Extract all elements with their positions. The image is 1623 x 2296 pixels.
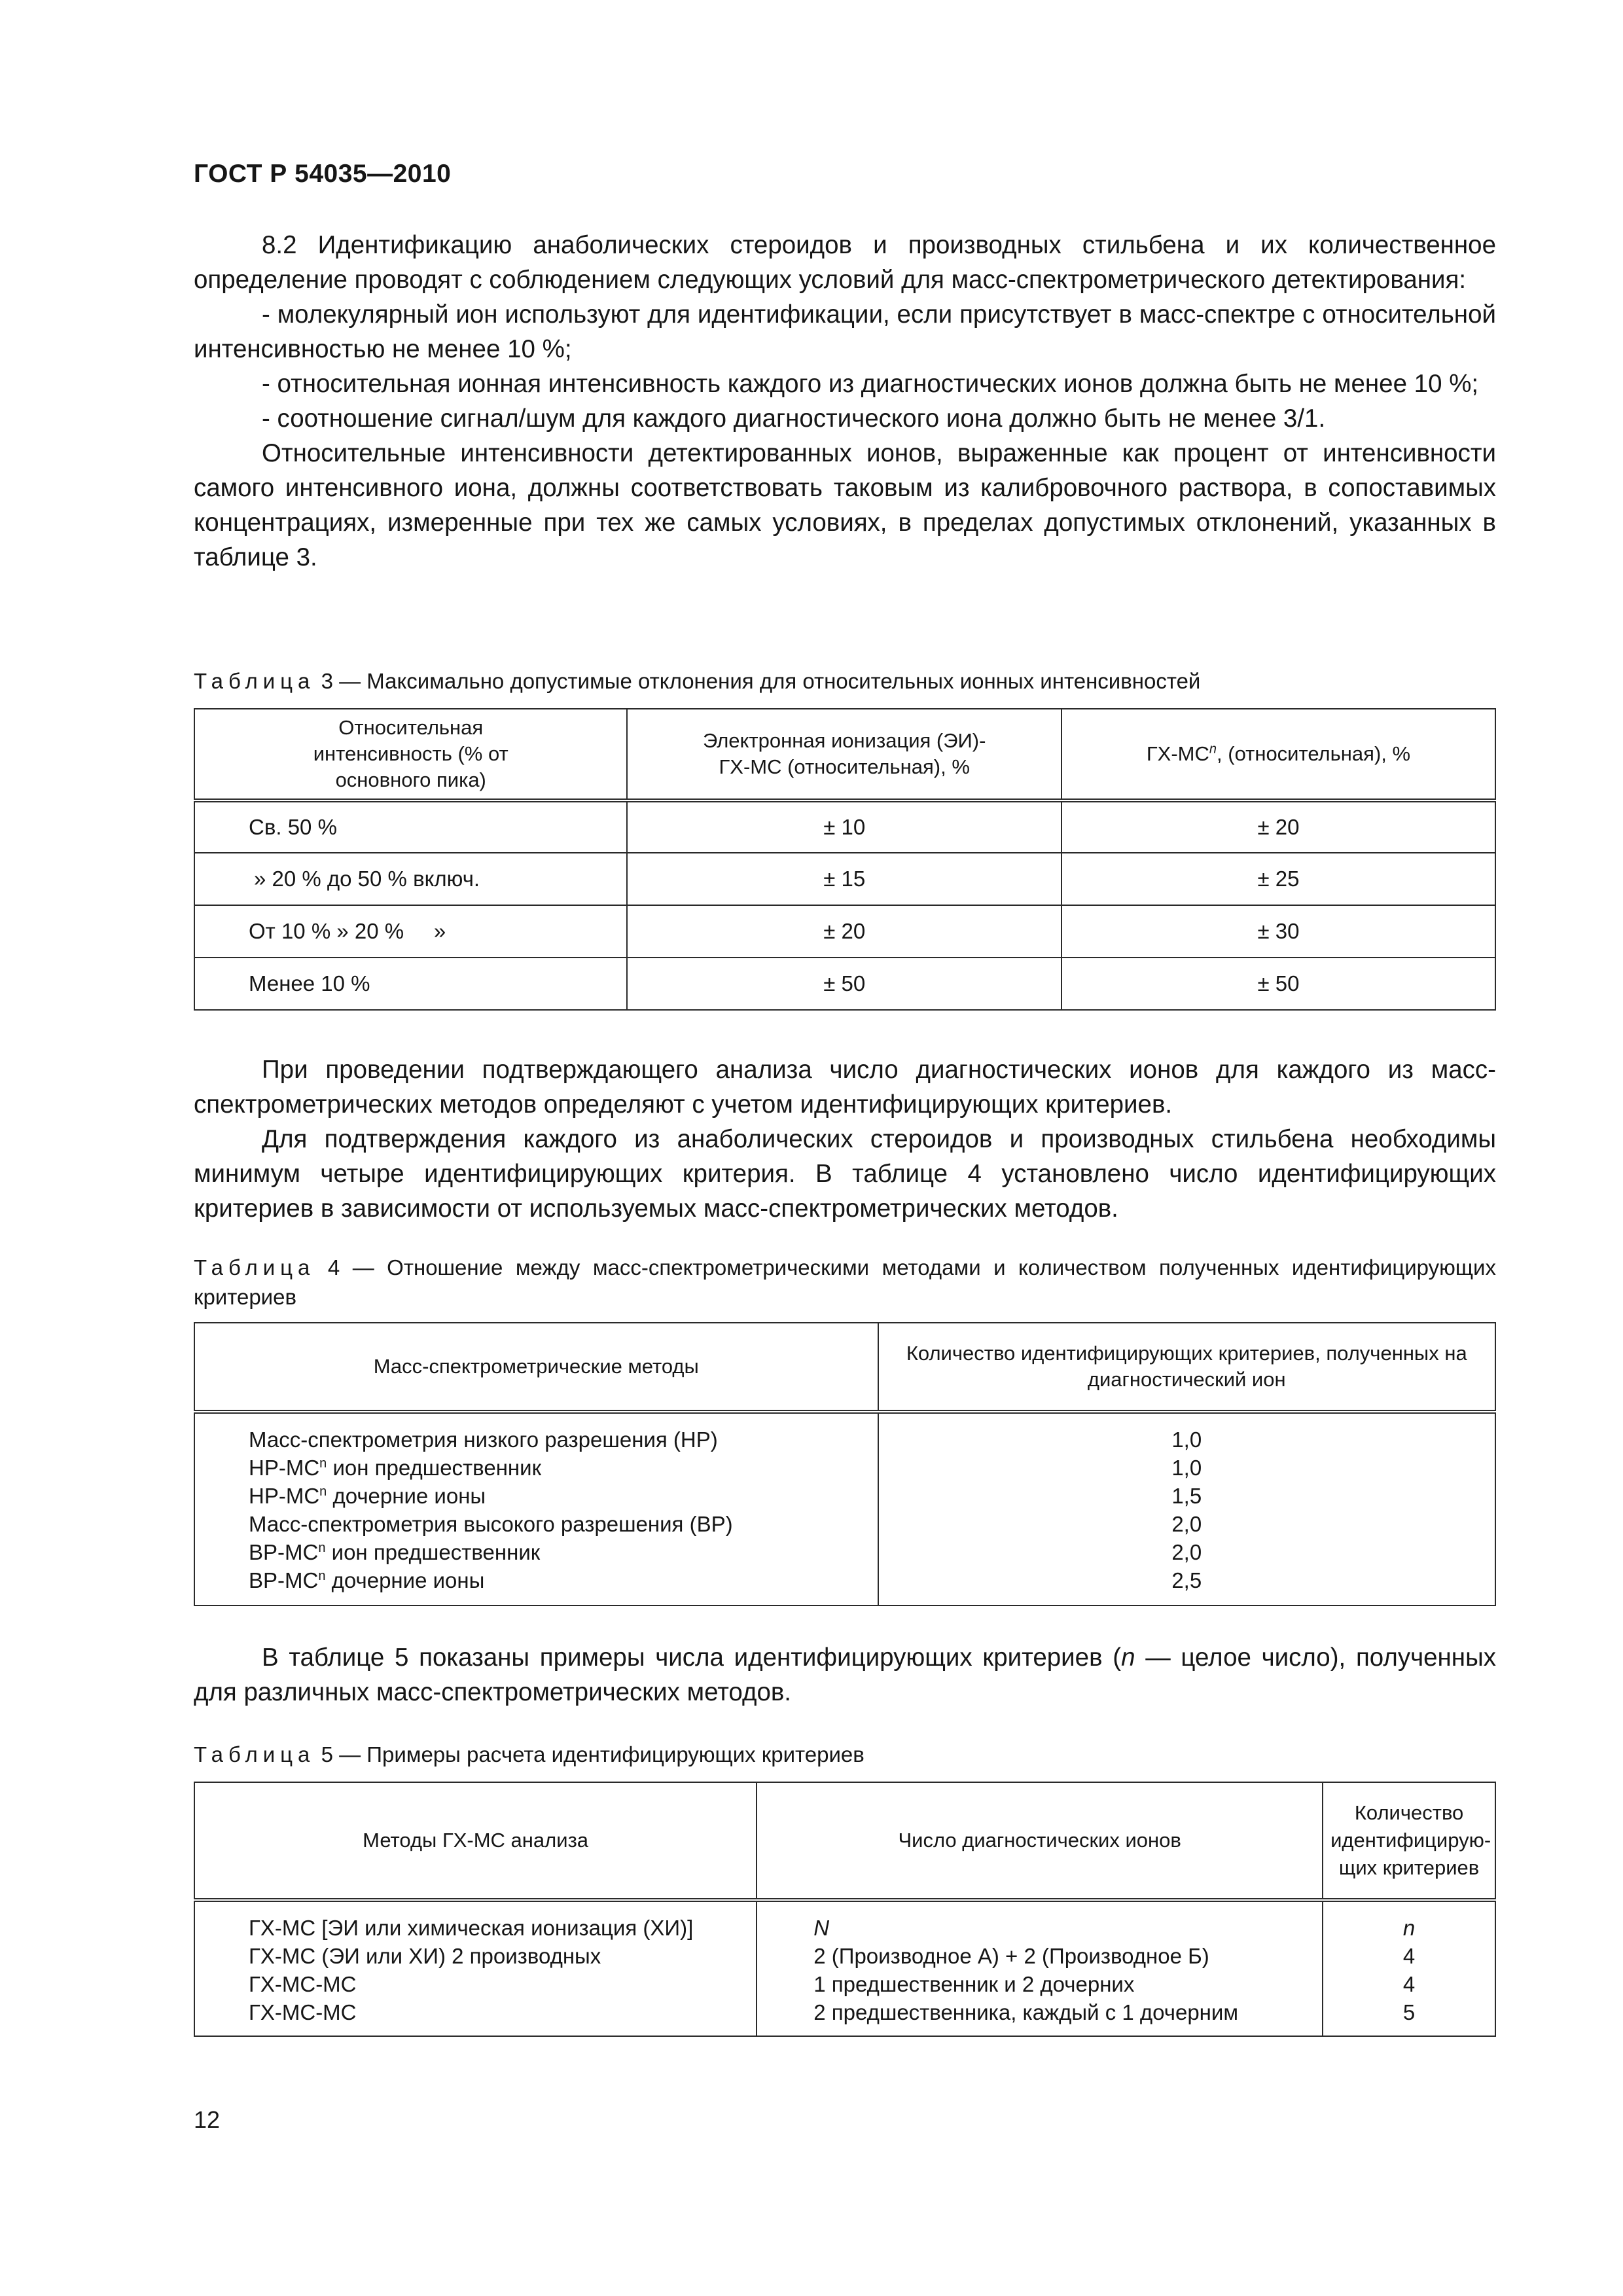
- intro-text: [194, 228, 1496, 575]
- table-row: [194, 1900, 1495, 2036]
- table-row: [194, 1412, 1495, 1605]
- paragraph: 8.2 Идентификацию анаболических стероидов и производных стильбена и их количественное определение проводят с соблюдением следующих условий для масс-спектрометрического детектирования:: [194, 231, 1496, 294]
- table5-label: Таблица: [194, 1742, 315, 1767]
- table4-header-cell: Масс-спектрометрические методы: [194, 1323, 878, 1412]
- list-item: Масс-спектрометрия высокого разрешения (ВР): [249, 1512, 733, 1536]
- table-row: [194, 958, 1495, 1010]
- table-cell: ± 50: [627, 958, 1061, 1010]
- list-item: 1 предшественник и 2 дочерних: [813, 1972, 1135, 1996]
- document-header: ГОСТ Р 54035—2010: [194, 160, 452, 188]
- list-item: 1,0: [1171, 1427, 1202, 1452]
- table-cell: От 10 % » 20 % »: [194, 905, 627, 958]
- table3-label: Таблица: [194, 669, 315, 693]
- table-row: [194, 905, 1495, 958]
- table4-header-cell: Количество идентифицирующих критериев, полученных на диагностический ион: [878, 1323, 1495, 1412]
- table3-caption-text: 3 — Максимально допустимые отклонения для относительных ионных интенсивностей: [321, 669, 1201, 693]
- paragraph: - соотношение сигнал/шум для каждого диагностического иона должно быть не менее 3/1.: [262, 404, 1326, 433]
- list-item: 2,0: [1171, 1540, 1202, 1564]
- paragraph: - относительная ионная интенсивность каждого из диагностических ионов должна быть не менее 10 %;: [262, 370, 1479, 398]
- table5-criteria-cell: [1323, 1900, 1495, 2036]
- paragraph: При проведении подтверждающего анализа число диагностических ионов для каждого из масс-спектрометрических методов определяют с учетом идентифицирующих критериев.: [194, 1056, 1496, 1119]
- list-item: $НР-МС^n$ ион предшественник: [249, 1456, 542, 1480]
- list-item: 4: [1402, 1972, 1416, 1996]
- table-cell: Св. 50 %: [194, 800, 627, 853]
- table-cell: ± 15: [627, 853, 1061, 905]
- table5-header-cell: Количество идентифицирую-щих критериев: [1323, 1782, 1495, 1900]
- list-item: ГХ-МС-МС: [249, 1972, 357, 1996]
- table5-header-row: [194, 1782, 1495, 1900]
- table4-header-row: [194, 1323, 1495, 1412]
- table4-caption-text: 4 — Отношение между масс-спектрометрическими методами и количеством полученных идентифицирующих критериев: [194, 1255, 1496, 1309]
- table4-caption: [194, 1253, 1496, 1312]
- table-row: [194, 853, 1495, 905]
- table3-caption: [194, 666, 1496, 696]
- list-item: ГХ-МС (ЭИ или ХИ) 2 производных: [249, 1944, 601, 1968]
- table3-header-cell: Электронная ионизация (ЭИ)-ГХ-МС (относительная), %: [627, 709, 1061, 800]
- list-item: 5: [1402, 2000, 1416, 2024]
- table-cell: ± 25: [1061, 853, 1495, 905]
- table4-label: Таблица: [194, 1255, 315, 1280]
- table5-header-cell: Число диагностических ионов: [757, 1782, 1323, 1900]
- table-cell: ± 50: [1061, 958, 1495, 1010]
- table-cell: Менее 10 %: [194, 958, 627, 1010]
- list-item: 2,5: [1171, 1568, 1202, 1592]
- list-item: $ВР-МС^n$ дочерние ионы: [249, 1568, 485, 1592]
- list-item: 2 (Производное А) + 2 (Производное Б): [813, 1944, 1209, 1968]
- table5-ions-cell: [757, 1900, 1323, 2036]
- list-item: Масс-спектрометрия низкого разрешения (НР): [249, 1427, 718, 1452]
- table3-header-cell: Относительная интенсивность (% от основного пика): [194, 709, 627, 800]
- page-number: 12: [194, 2106, 221, 2133]
- table-cell: ± 20: [627, 905, 1061, 958]
- table4-values-cell: [878, 1412, 1495, 1605]
- paragraph: В таблице 5 показаны примеры числа идентифицирующих критериев (n — целое число), полученных для различных масс-спектрометрических методов.: [194, 1643, 1496, 1706]
- list-item: 1,0: [1171, 1456, 1202, 1480]
- table-cell: ± 30: [1061, 905, 1495, 958]
- list-item: $ВР-МС^n$ ион предшественник: [249, 1540, 541, 1564]
- list-item: 4: [1402, 1944, 1416, 1968]
- list-item: ГХ-МС [ЭИ или химическая ионизация (ХИ)]: [249, 1916, 694, 1940]
- list-item: ГХ-МС-МС: [249, 2000, 357, 2024]
- table5-intro-text: [194, 1640, 1496, 1710]
- table4: [194, 1322, 1496, 1606]
- list-item: 2,0: [1171, 1512, 1202, 1536]
- paragraph: Для подтверждения каждого из анаболических стероидов и производных стильбена необходимы минимум четыре идентифицирующих критерия. В таблице 4 установлено число идентифицирующих критериев в зависимости от используемых масс-спектрометрических методов.: [194, 1125, 1496, 1223]
- list-item: 1,5: [1171, 1484, 1202, 1508]
- table-cell: ± 20: [1061, 800, 1495, 853]
- table5-caption-text: 5 — Примеры расчета идентифицирующих критериев: [321, 1742, 865, 1767]
- list-item: 2 предшественника, каждый с 1 дочерним: [813, 2000, 1239, 2024]
- middle-text: [194, 1052, 1496, 1226]
- table3-header-row: [194, 709, 1495, 800]
- table-row: [194, 800, 1495, 853]
- table5-methods-cell: [194, 1900, 757, 2036]
- paragraph: - молекулярный ион используют для идентификации, если присутствует в масс-спектре с относительной интенсивностью не менее 10 %;: [194, 300, 1496, 363]
- paragraph: Относительные интенсивности детектированных ионов, выраженные как процент от интенсивности самого интенсивного иона, должны соответствовать таковым из калибровочного раствора, в сопоставимых концентрациях, измеренные при тех же самых условиях, в пределах допустимых отклонений, указанных в таблице 3.: [194, 439, 1496, 571]
- table3: [194, 708, 1496, 1011]
- table5-header-cell: Методы ГХ-МС анализа: [194, 1782, 757, 1900]
- table4-methods-cell: [194, 1412, 878, 1605]
- table-cell: ± 10: [627, 800, 1061, 853]
- list-item: $НР-МС^n$ дочерние ионы: [249, 1484, 486, 1508]
- table-cell: » 20 % до 50 % включ.: [194, 853, 627, 905]
- table5: [194, 1782, 1496, 2037]
- list-item: n: [1402, 1916, 1416, 1940]
- table5-caption: [194, 1740, 1496, 1769]
- list-item: N: [813, 1916, 830, 1940]
- table3-header-cell: $ГХ-МС^n$, (относительная), %: [1061, 709, 1495, 800]
